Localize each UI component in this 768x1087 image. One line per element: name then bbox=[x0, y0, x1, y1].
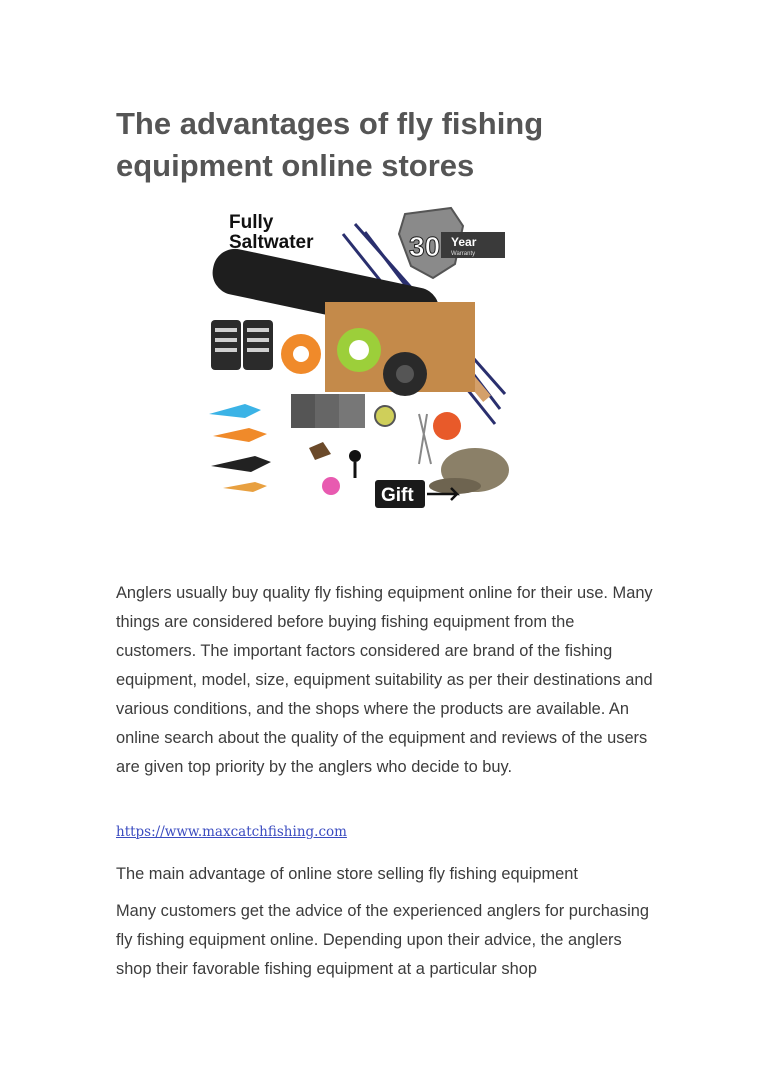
warranty-badge bbox=[399, 208, 505, 278]
gift-label: Gift bbox=[381, 485, 414, 506]
website-link[interactable]: https://www.maxcatchfishing.com bbox=[116, 824, 347, 840]
paragraph-2: Many customers get the advice of the experienced anglers for purchasing fly fishing equipment online. Depending upon their advice, the anglers shop their favorable fishing equipment at a particular shop bbox=[116, 902, 649, 978]
badge-text-2: Saltwater bbox=[229, 232, 314, 253]
paragraph-1: Anglers usually buy quality fly fishing equipment online for their use. Many things are considered before buying fishing equipment from the customers. The important factors considered are brand of the fishing equipment, model, size, equipment suitability as per their destinations and various conditions, and the shops where the products are available. An online search about the quality of the equipment and reviews of the users are given top priority by the anglers who decide to buy. bbox=[116, 584, 653, 776]
product-image bbox=[205, 204, 511, 516]
svg-text:Warranty: Warranty bbox=[451, 251, 476, 257]
document-title: The advantages of fly fishing equipment online stores bbox=[116, 106, 544, 183]
fly-fishing-kit-illustration bbox=[205, 204, 511, 516]
svg-text:Year: Year bbox=[451, 235, 477, 249]
section-heading: The main advantage of online store selling fly fishing equipment bbox=[116, 865, 578, 883]
badge-text-1: Fully bbox=[229, 212, 274, 233]
svg-text:30: 30 bbox=[409, 231, 441, 262]
